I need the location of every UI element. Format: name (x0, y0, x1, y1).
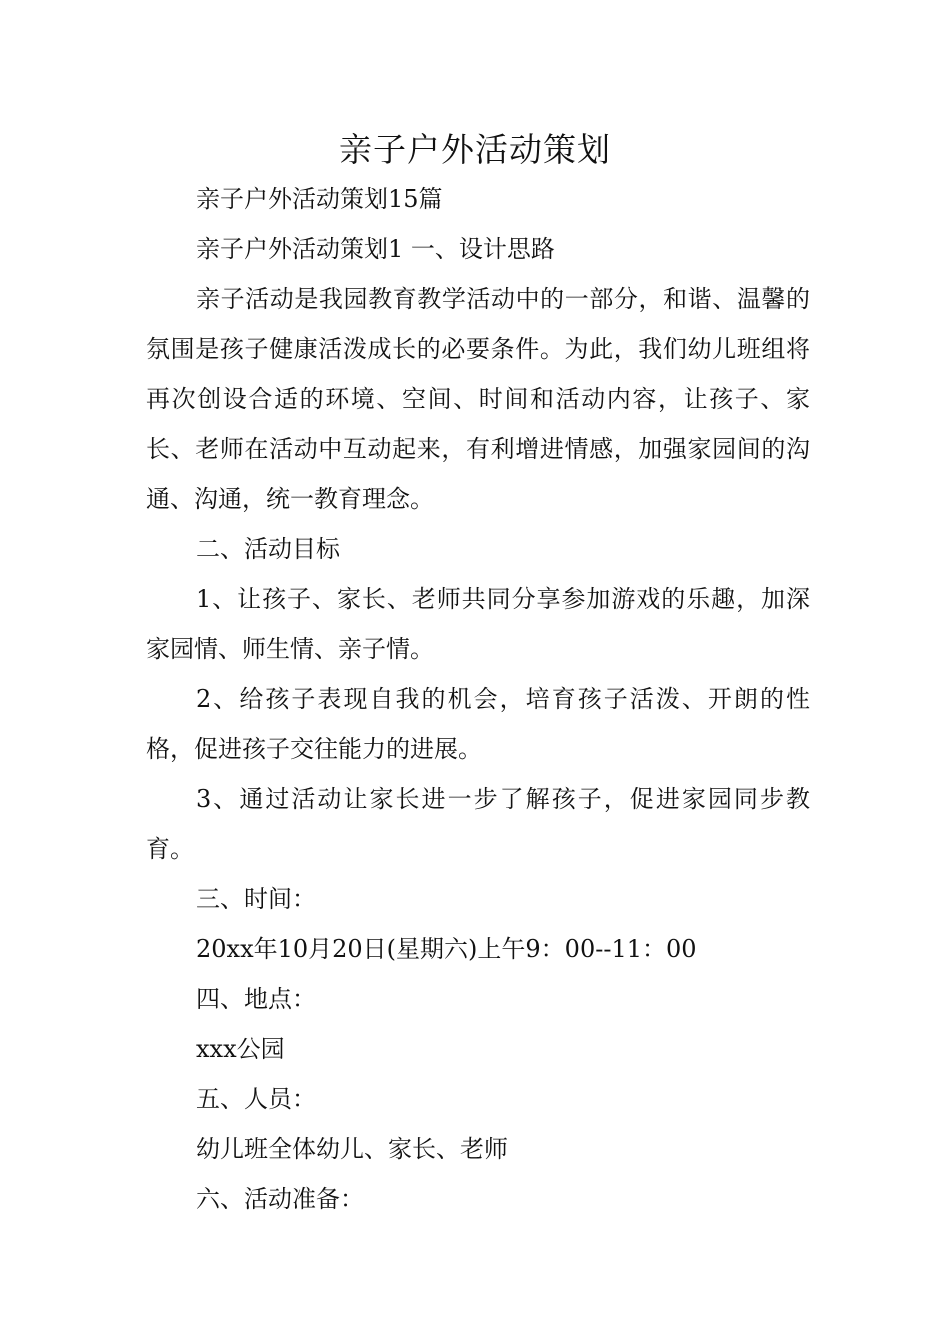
paragraph-people-value: 幼儿班全体幼儿、家长、老师 (196, 1135, 508, 1163)
paragraph-preparation-heading: 六、活动准备： (196, 1185, 364, 1213)
paragraph-section-one-heading: 亲子户外活动策划1 一、设计思路 (196, 235, 555, 263)
paragraph-goal-2: 2、给孩子表现自我的机会，培育孩子活泼、开朗的性格，促进孩子交往能力的进展。 (146, 685, 810, 763)
paragraph-design-idea: 亲子活动是我园教育教学活动中的一部分，和谐、温馨的氛围是孩子健康活泼成长的必要条件。为此，我们幼儿班组将再次创设合适的环境、空间、时间和活动内容，让孩子、家长、老师在活动中互动起来，有利增进情感，加强家园间的沟通、沟通，统一教育理念。 (146, 285, 810, 513)
paragraph-place-value: xxx公园 (196, 1035, 285, 1063)
paragraph-goal-1: 1、让孩子、家长、老师共同分享参加游戏的乐趣，加深家园情、师生情、亲子情。 (146, 585, 810, 663)
document-title: 亲子户外活动策划 (339, 130, 611, 169)
paragraph-time-heading: 三、时间： (196, 885, 316, 913)
paragraph-subtitle: 亲子户外活动策划15篇 (196, 185, 443, 213)
paragraph-place-heading: 四、地点： (196, 985, 316, 1013)
paragraph-time-value: 20xx年10月20日(星期六)上午9：00--11：00 (196, 935, 697, 963)
document-body (146, 174, 810, 1224)
paragraph-goal-3: 3、通过活动让家长进一步了解孩子，促进家园同步教育。 (146, 785, 810, 863)
paragraph-goals-heading: 二、活动目标 (196, 535, 340, 563)
paragraph-people-heading: 五、人员： (196, 1085, 316, 1113)
